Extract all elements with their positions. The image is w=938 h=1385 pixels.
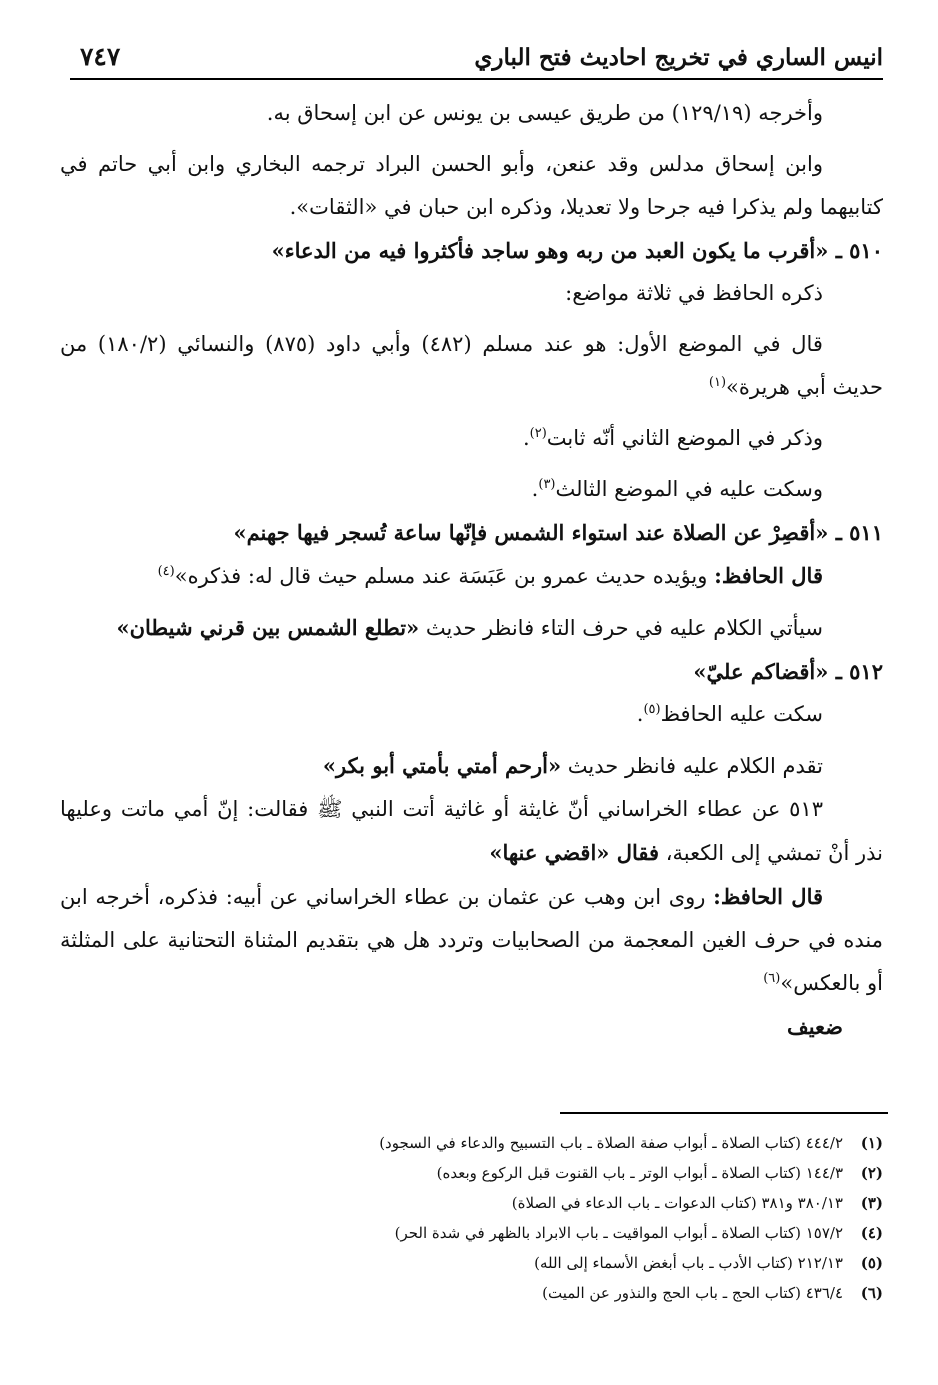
paragraph-9 [60, 693, 883, 736]
paragraph-4 [60, 323, 883, 409]
footnote-text: ١٥٧/٢ (كتاب الصلاة ـ أبواب المواقيت ـ باب الابراد بالظهر في شدة الحر) [394, 1224, 843, 1242]
page-number: ٧٤٧ [80, 42, 121, 71]
footnote-ref-1: (١) [708, 375, 727, 390]
book-title: انيس الساري في تخريج احاديث فتح الباري [474, 44, 883, 71]
footnote-number: (٣) [860, 1194, 883, 1212]
hadith-511-number: ٥١١ ـ [835, 520, 883, 545]
hadith-513-text: ٥١٣ عن عطاء الخراساني أنّ غايثة أو غاثية أتت النبي ﷺ فقالت: إنّ أمي ماتت وعليها نذر أنْ تمشي إلى الكعبة، [60, 797, 883, 865]
footnote [123, 1188, 883, 1218]
paragraph-8-text: سيأتي الكلام عليه في حرف التاء فانظر حديث [419, 616, 823, 640]
hadith-512-number: ٥١٢ ـ [835, 659, 883, 684]
header-rule [70, 78, 883, 80]
hadith-512-heading [60, 650, 883, 693]
footnote-separator [560, 1112, 888, 1114]
paragraph-9-end: . [636, 702, 644, 726]
hadith-510-text: «أقرب ما يكون العبد من ربه وهو ساجد فأكثروا فيه من الدعاء» [271, 238, 829, 263]
paragraph-4-text: قال في الموضع الأول: هو عند مسلم (٤٨٢) وأبي داود (٨٧٥) والنسائي (١٨٠/٢) من حديث أبي هريرة» [60, 332, 883, 399]
footnote-text: ١٤٤/٣ (كتاب الصلاة ـ أبواب الوتر ـ باب القنوت قبل الركوع وبعده) [436, 1164, 843, 1182]
paragraph-12 [60, 875, 883, 1005]
hadith-513-quote: فقال «اقضي عنها» [489, 840, 660, 865]
hadith-511-heading [60, 511, 883, 554]
paragraph-2: وابن إسحاق مدلس وقد عنعن، وأبو الحسن البراد ترجمه البخاري وابن أبي حاتم في كتابيهما ولم يذكرا فيه جرحا ولا تعديلا، وذكره ابن حبان في «الثقات». [60, 152, 883, 219]
main-text [60, 92, 883, 1048]
cross-ref-hadith-2: «أرحم أمتي بأمتي أبو بكر» [322, 753, 562, 778]
paragraph-5 [60, 417, 883, 460]
paragraph-5-text: وذكر في الموضع الثاني أنّه ثابت [546, 426, 823, 450]
footnote-ref-3: (٣) [538, 477, 556, 492]
paragraph-7-text: ويؤيده حديث عمرو بن عَبَسَة عند مسلم حيث قال له: فذكره» [174, 564, 715, 588]
hafiz-label-2: قال الحافظ: [713, 884, 824, 909]
footnote-ref-2: (٢) [529, 426, 547, 441]
footnote-number: (٦) [860, 1284, 883, 1302]
paragraph-3: ذكره الحافظ في ثلاثة مواضع: [565, 281, 823, 305]
paragraph-8 [60, 606, 883, 650]
hadith-512-text: «أقضاكم عليّ» [693, 659, 829, 684]
paragraph-9-text: سكت عليه الحافظ [660, 702, 823, 726]
footnotes [123, 1128, 883, 1308]
hadith-513-paragraph [60, 788, 883, 875]
paragraph-6-end: . [531, 477, 539, 501]
paragraph-10-text: تقدم الكلام عليه فانظر حديث [561, 754, 823, 778]
footnote-number: (١) [860, 1134, 883, 1152]
paragraph-1: وأخرجه (١٢٩/١٩) من طريق عيسى بن يونس عن ابن إسحاق به. [266, 101, 823, 125]
paragraph-10 [60, 744, 883, 788]
hadith-510-number: ٥١٠ ـ [835, 238, 883, 263]
paragraph-5-end: . [522, 426, 530, 450]
hadith-510-heading [60, 229, 883, 272]
footnote [123, 1248, 883, 1278]
footnote-ref-6: (٦) [763, 971, 781, 986]
running-header [70, 40, 883, 80]
hadith-511-text: «أقصِرْ عن الصلاة عند استواء الشمس فإنّها ساعة تُسجر فيها جهنم» [233, 520, 829, 545]
footnote-number: (٥) [860, 1254, 883, 1272]
footnote [123, 1158, 883, 1188]
cross-ref-hadith: «تطلع الشمس بين قرني شيطان» [116, 615, 420, 640]
hafiz-label: قال الحافظ: [714, 563, 823, 588]
footnote-text: ٤٤٤/٢ (كتاب الصلاة ـ أبواب صفة الصلاة ـ باب التسبيح والدعاء في السجود) [379, 1134, 843, 1152]
footnote-number: (٤) [860, 1224, 883, 1242]
footnote-text: ٢١٢/١٣ (كتاب الأدب ـ باب أبغض الأسماء إلى الله) [534, 1254, 843, 1272]
footnote-text: ٣٨٠/١٣ و٣٨١ (كتاب الدعوات ـ باب الدعاء في الصلاة) [511, 1194, 843, 1212]
paragraph-6 [60, 468, 883, 511]
paragraph-7 [60, 554, 883, 598]
footnote [123, 1128, 883, 1158]
grading-weak: ضعيف [786, 1014, 843, 1039]
footnote [123, 1218, 883, 1248]
footnote-ref-5: (٥) [643, 702, 661, 717]
footnote [123, 1278, 883, 1308]
footnote-text: ٤٣٦/٤ (كتاب الحج ـ باب الحج والنذور عن الميت) [542, 1284, 843, 1302]
paragraph-12-text: روى ابن وهب عن عثمان بن عطاء الخراساني عن أبيه: فذكره، أخرجه ابن منده في حرف الغين المعجمة من الصحابيات وتردد هل هي بتقديم المثناة التحتانية على المثلثة أو بالعكس» [60, 885, 883, 995]
footnote-ref-4: (٤) [157, 564, 175, 579]
paragraph-6-text: وسكت عليه في الموضع الثالث [555, 477, 823, 501]
footnote-number: (٢) [860, 1164, 883, 1182]
